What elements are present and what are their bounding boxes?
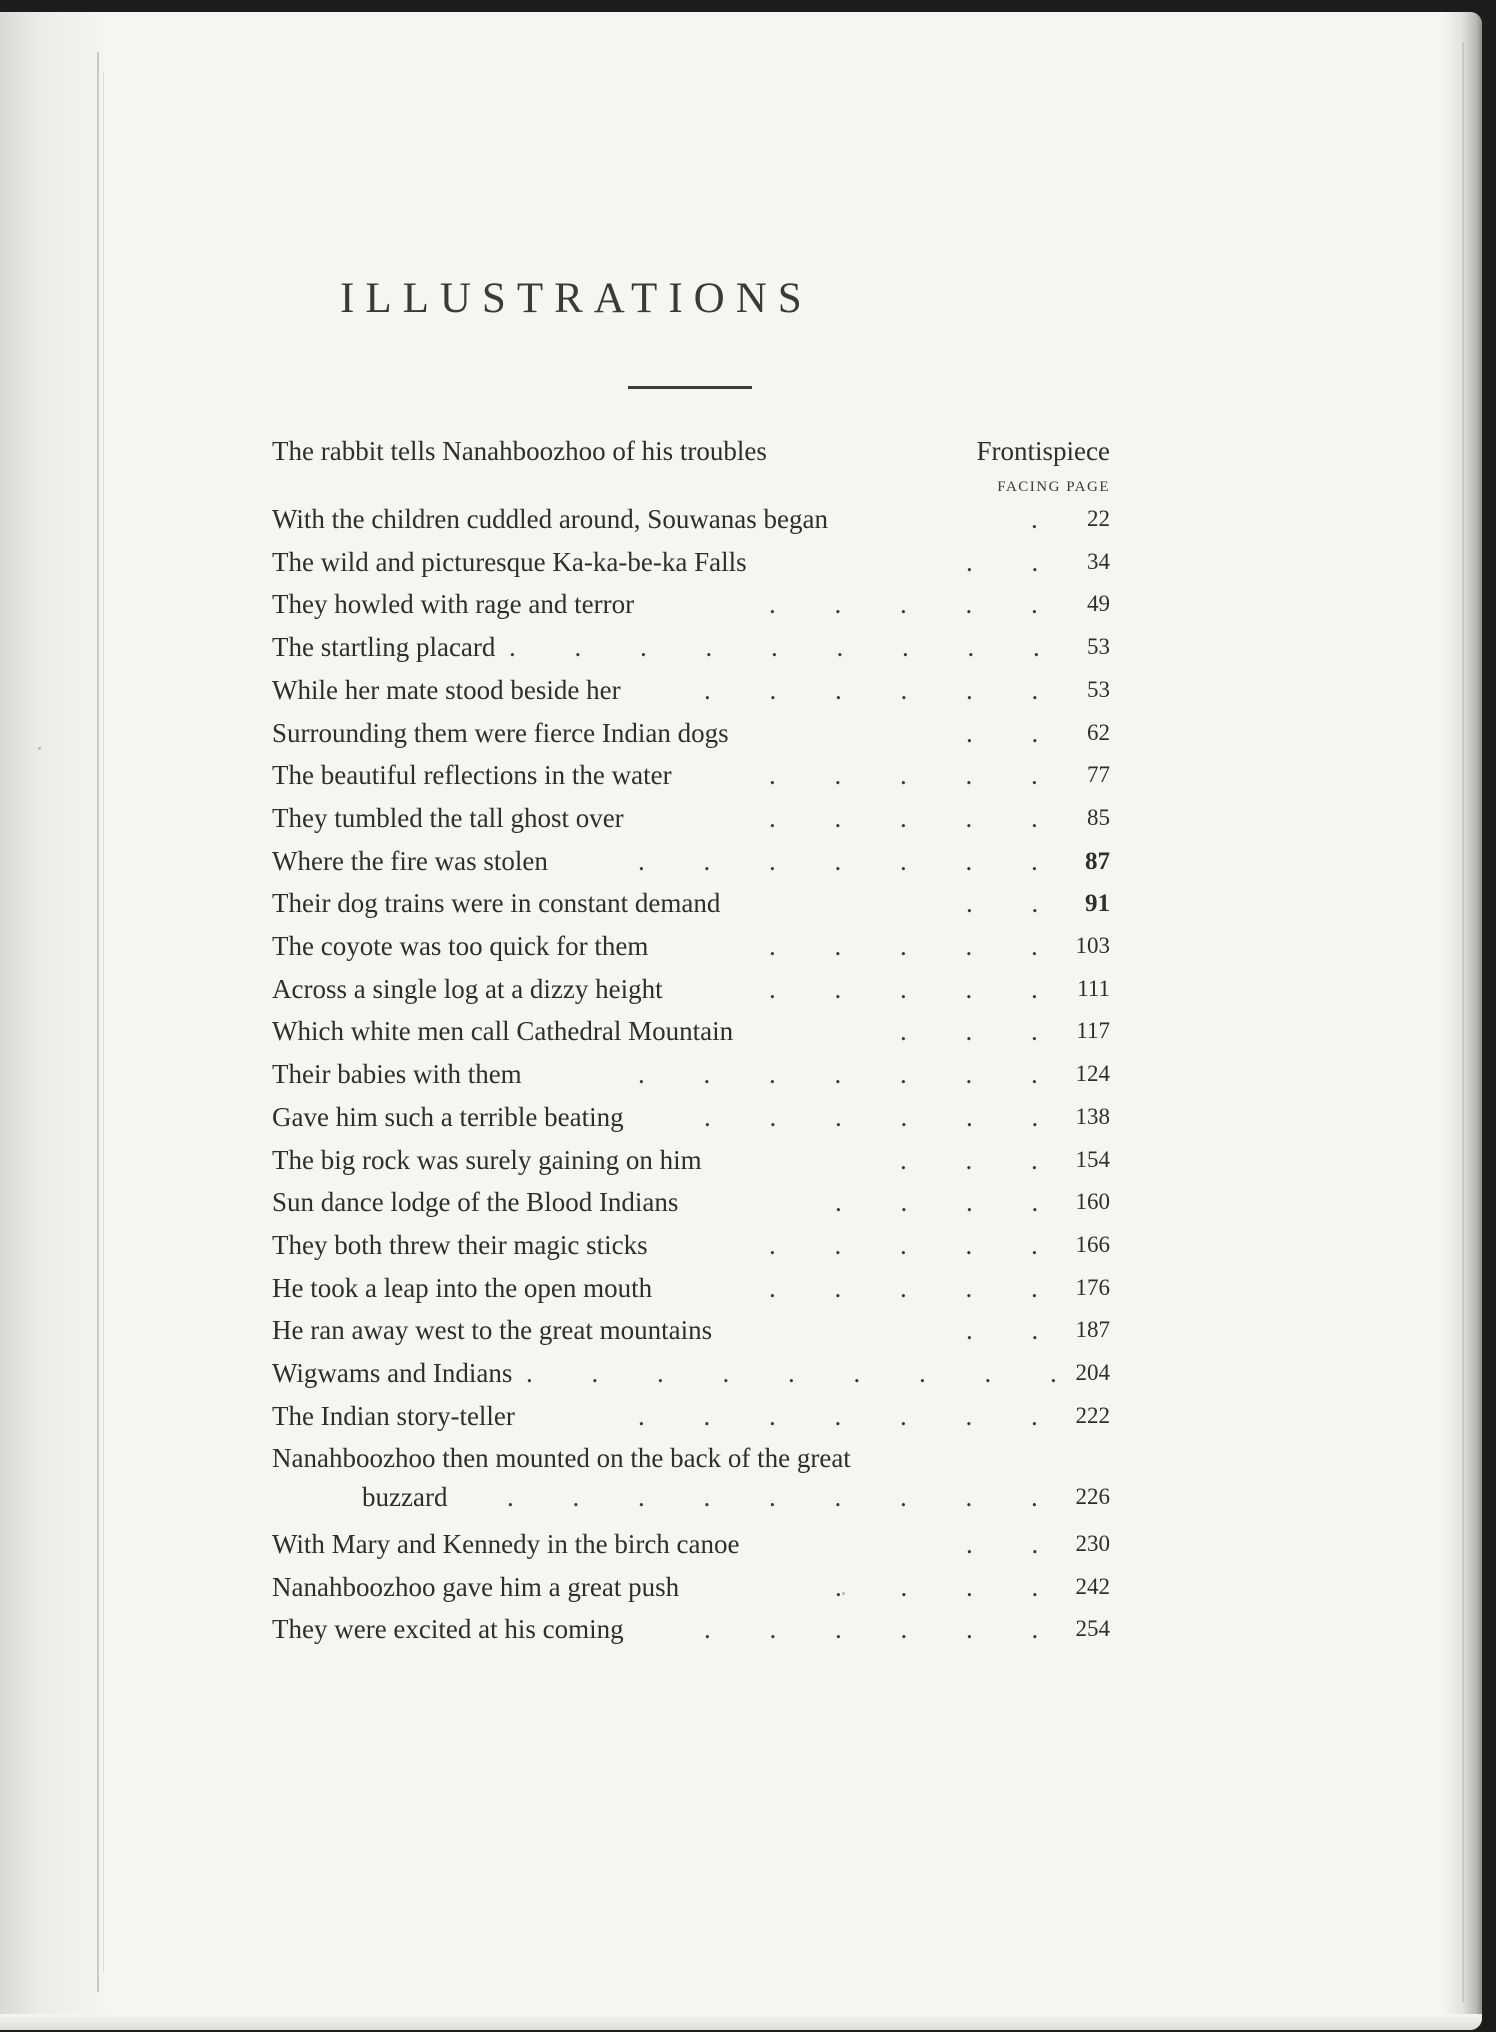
- illustration-entry-continuation: [272, 1482, 1110, 1522]
- illustration-entry: [272, 1273, 1110, 1313]
- entry-page-number: 111: [1077, 975, 1110, 1001]
- dot-leader: . . . .: [835, 1571, 1065, 1602]
- dot-leader: . . . . . .: [704, 674, 1065, 705]
- illustration-entry: [272, 760, 1110, 800]
- illustration-entry: [272, 846, 1110, 886]
- dot-leader: . . . . . . . . .: [507, 1482, 1064, 1513]
- illustration-entry: [272, 589, 1110, 629]
- entry-page-number: 160: [1075, 1189, 1110, 1215]
- dot-leader: . . .: [900, 1144, 1064, 1175]
- entry-caption: The Indian story-teller: [272, 1400, 515, 1431]
- entry-caption-continuation: buzzard: [362, 1482, 448, 1513]
- dot-leader: . . . . .: [769, 1272, 1064, 1303]
- frontispiece-caption: The rabbit tells Nanahboozhoo of his troubles: [272, 436, 767, 466]
- dot-leader: . . . . . . .: [638, 845, 1064, 876]
- entry-caption: The coyote was too quick for them: [272, 931, 649, 961]
- entry-page-number: 117: [1076, 1018, 1110, 1044]
- illustration-entry: [272, 1443, 1110, 1483]
- page-title: ILLUSTRATIONS: [340, 275, 813, 322]
- entry-page-number: 91: [1085, 890, 1110, 918]
- entry-caption: Nanahboozhoo gave him a great push: [272, 1571, 680, 1602]
- entry-page-number: 103: [1075, 933, 1110, 958]
- dot-leader: .: [1031, 504, 1064, 534]
- entry-caption: The wild and picturesque Ka-ka-be-ka Falls: [272, 546, 747, 577]
- dot-leader: . .: [966, 717, 1065, 748]
- entry-page-number: 53: [1087, 676, 1110, 702]
- entry-page-number: 77: [1087, 762, 1110, 788]
- entry-page-number: 87: [1085, 847, 1110, 875]
- illustration-entry: [272, 1016, 1110, 1056]
- entry-caption: Their dog trains were in constant demand: [272, 888, 721, 919]
- entry-caption: Surrounding them were fierce Indian dogs: [272, 717, 729, 748]
- illustration-entry: [272, 1059, 1110, 1099]
- entry-page-number: 34: [1087, 548, 1110, 574]
- dot-leader: . . . . . . .: [638, 1059, 1064, 1090]
- illustration-entry: [272, 1230, 1110, 1270]
- illustration-entry: [272, 1401, 1110, 1441]
- entry-page-number: 22: [1087, 506, 1110, 531]
- illustration-entry: [272, 1572, 1110, 1612]
- dot-leader: . . . . .: [769, 973, 1064, 1004]
- dot-leader: . .: [966, 546, 1065, 577]
- frontispiece-label: Frontispiece: [976, 436, 1110, 466]
- entry-caption: The startling placard: [272, 632, 496, 663]
- entry-caption: The beautiful reflections in the water: [272, 760, 672, 791]
- dot-leader: . . . . . . . . .: [526, 1358, 1083, 1388]
- dot-leader: . . .: [900, 1016, 1064, 1047]
- illustration-entry: [272, 547, 1110, 587]
- dot-leader: . . . . . .: [704, 1101, 1065, 1132]
- frontispiece-row: [272, 436, 1110, 476]
- page-edge-line: [1462, 42, 1464, 2002]
- illustration-entry: [272, 1529, 1110, 1569]
- entry-caption: Wigwams and Indians: [272, 1358, 513, 1388]
- entry-caption: With Mary and Kennedy in the birch canoe: [272, 1528, 740, 1559]
- entry-page-number: 226: [1075, 1484, 1110, 1510]
- illustration-entry: [272, 504, 1110, 544]
- entry-caption: Sun dance lodge of the Blood Indians: [272, 1187, 679, 1218]
- illustration-entry: [272, 803, 1110, 843]
- facing-page-heading: FACING PAGE: [997, 479, 1110, 495]
- illustration-entry: [272, 1102, 1110, 1142]
- entry-page-number: 242: [1075, 1573, 1110, 1599]
- entry-caption: He took a leap into the open mouth: [272, 1272, 653, 1303]
- entry-caption: They tumbled the tall ghost over: [272, 802, 624, 833]
- entry-page-number: 222: [1075, 1402, 1110, 1428]
- entry-caption: Nanahboozhoo then mounted on the back of the great: [272, 1443, 851, 1474]
- entry-caption: Where the fire was stolen: [272, 845, 548, 876]
- dot-leader: . . . . .: [769, 1229, 1064, 1260]
- entry-page-number: 230: [1075, 1530, 1110, 1556]
- dot-leader: . .: [966, 1528, 1065, 1559]
- entry-caption: Across a single log at a dizzy height: [272, 973, 663, 1004]
- entry-page-number: 187: [1075, 1317, 1110, 1343]
- dot-leader: . . . . . . .: [638, 1400, 1064, 1431]
- illustration-entry: [272, 675, 1110, 715]
- illustration-entry: [272, 931, 1110, 971]
- dot-leader: . .: [966, 1315, 1065, 1346]
- illustration-entry: [272, 1358, 1110, 1398]
- dot-leader: . .: [966, 888, 1065, 919]
- dot-leader: . . . . .: [769, 760, 1064, 791]
- entry-page-number: 62: [1087, 719, 1110, 745]
- entry-caption: The big rock was surely gaining on him: [272, 1144, 702, 1175]
- entry-caption: He ran away west to the great mountains: [272, 1315, 713, 1346]
- entry-caption: While her mate stood beside her: [272, 674, 621, 705]
- entry-caption: Their babies with them: [272, 1059, 522, 1090]
- entry-caption: With the children cuddled around, Souwanas began: [272, 504, 829, 534]
- book-page: [0, 12, 1482, 2030]
- illustration-entry: [272, 1187, 1110, 1227]
- dot-leader: . . . . .: [769, 802, 1064, 833]
- entry-page-number: 138: [1075, 1103, 1110, 1129]
- entry-page-number: 154: [1075, 1146, 1110, 1172]
- entry-page-number: 204: [1075, 1360, 1110, 1385]
- page-bottom-shadow: [0, 2014, 1482, 2030]
- illustration-entry: [272, 1145, 1110, 1185]
- dot-leader: . . . . . .: [704, 1614, 1065, 1645]
- illustration-entry: [272, 632, 1110, 672]
- entry-caption: They both threw their magic sticks: [272, 1229, 648, 1260]
- illustration-entry: [272, 1614, 1110, 1654]
- entry-page-number: 254: [1075, 1616, 1110, 1642]
- title-rule: [628, 386, 752, 389]
- dot-leader: . . . .: [835, 1187, 1065, 1218]
- entry-caption: Gave him such a terrible beating: [272, 1101, 624, 1132]
- binding-gutter: [0, 12, 110, 2030]
- entry-page-number: 124: [1075, 1061, 1110, 1087]
- entry-page-number: 49: [1087, 591, 1110, 617]
- entry-caption: They were excited at his coming: [272, 1614, 624, 1645]
- entry-page-number: 166: [1075, 1231, 1110, 1257]
- dot-leader: . . . . .: [769, 589, 1064, 620]
- dot-leader: . . . . .: [769, 931, 1064, 961]
- paper-speck: [38, 747, 41, 750]
- entry-caption: Which white men call Cathedral Mountain: [272, 1016, 734, 1047]
- entry-page-number: 53: [1087, 634, 1110, 660]
- illustration-entry: [272, 888, 1110, 928]
- illustration-entry: [272, 1315, 1110, 1355]
- gutter-crease-secondary: [103, 72, 104, 1972]
- illustration-entry: [272, 974, 1110, 1014]
- entry-page-number: 176: [1075, 1274, 1110, 1300]
- entry-caption: They howled with rage and terror: [272, 589, 635, 620]
- illustration-entry: [272, 718, 1110, 758]
- gutter-crease: [97, 52, 99, 1992]
- entry-page-number: 85: [1087, 804, 1110, 830]
- dot-leader: . . . . . . . . .: [509, 632, 1066, 663]
